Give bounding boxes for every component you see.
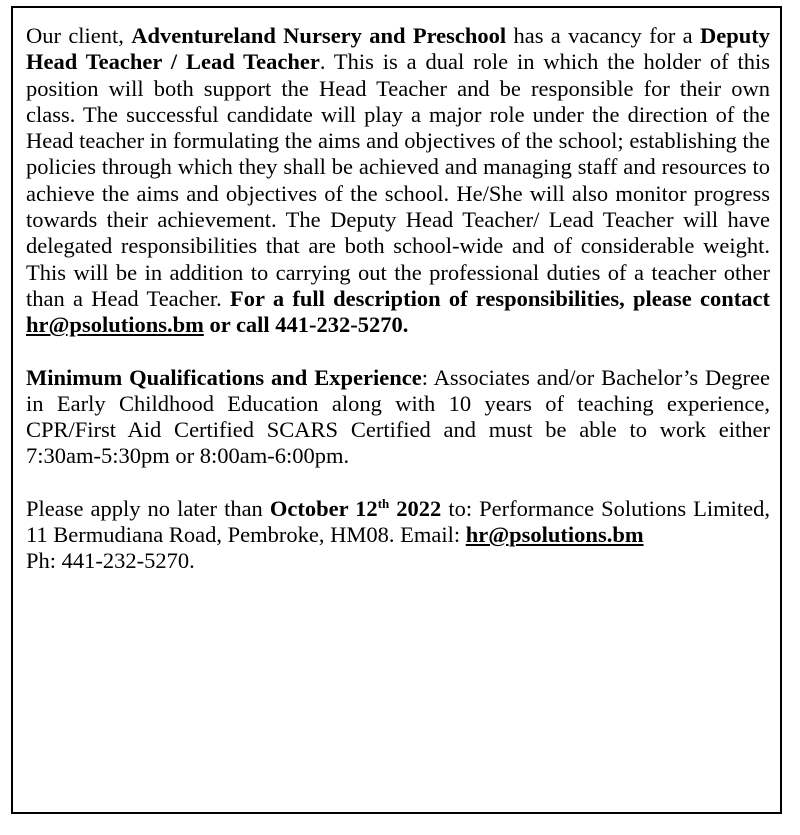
job-ad-body xyxy=(26,23,770,575)
deadline-ordinal: th xyxy=(377,495,390,511)
vacancy-text: has a vacancy for a xyxy=(506,23,700,48)
application-address: to: Performance Solutions Limited, 11 Bermudiana Road, Pembroke, HM08. Email: xyxy=(26,495,771,548)
deadline-month-day: October 12 xyxy=(269,495,378,521)
qualifications-text: : Associates and/or Bachelor’s Degree in Early Childhood Education along with 10 years of teaching experience, CPR/First Aid Certified SCARS Certified and must be able to work either 7:30am-5:30pm or 8:00am-6:00pm. xyxy=(26,364,770,469)
position-title: Deputy Head Teacher / Lead Teacher xyxy=(26,23,771,75)
contact-prefix: For a full description of responsibilities, please contact xyxy=(230,285,770,311)
intro-text: Our client, xyxy=(26,23,132,48)
application-email-link[interactable]: hr@psolutions.bm xyxy=(465,522,644,548)
job-description-paragraph xyxy=(26,23,770,339)
role-description: . This is a dual role in which the holder of this position will both support the Head Teacher and be responsible for their own class. The successful candidate will play a major role under the direction of the Head teacher in formulating the aims and objectives of the school; establishing the policies through which they shall be achieved and managing staff and resources to achieve the aims and objectives of the school. He/She will also monitor progress towards their achievement. The Deputy Head Teacher/ Lead Teacher will have delegated responsibilities that are both school-wide and of considerable weight. This will be in addition to carrying out the professional duties of a teacher other than a Head Teacher. xyxy=(26,49,771,311)
qualifications-heading: Minimum Qualifications and Experience xyxy=(26,364,422,390)
apply-prefix: Please apply no later than xyxy=(26,495,270,521)
contact-email-link[interactable]: hr@psolutions.bm xyxy=(26,312,204,338)
deadline-year: 2022 xyxy=(389,495,442,521)
contact-phone: or call 441-232-5270. xyxy=(203,312,409,338)
company-name: Adventureland Nursery and Preschool xyxy=(131,23,507,48)
deadline-date xyxy=(270,496,441,521)
application-paragraph xyxy=(26,496,770,575)
qualifications-paragraph xyxy=(26,365,770,470)
application-phone: Ph: 441-232-5270. xyxy=(26,548,195,574)
job-ad-frame xyxy=(11,6,782,814)
